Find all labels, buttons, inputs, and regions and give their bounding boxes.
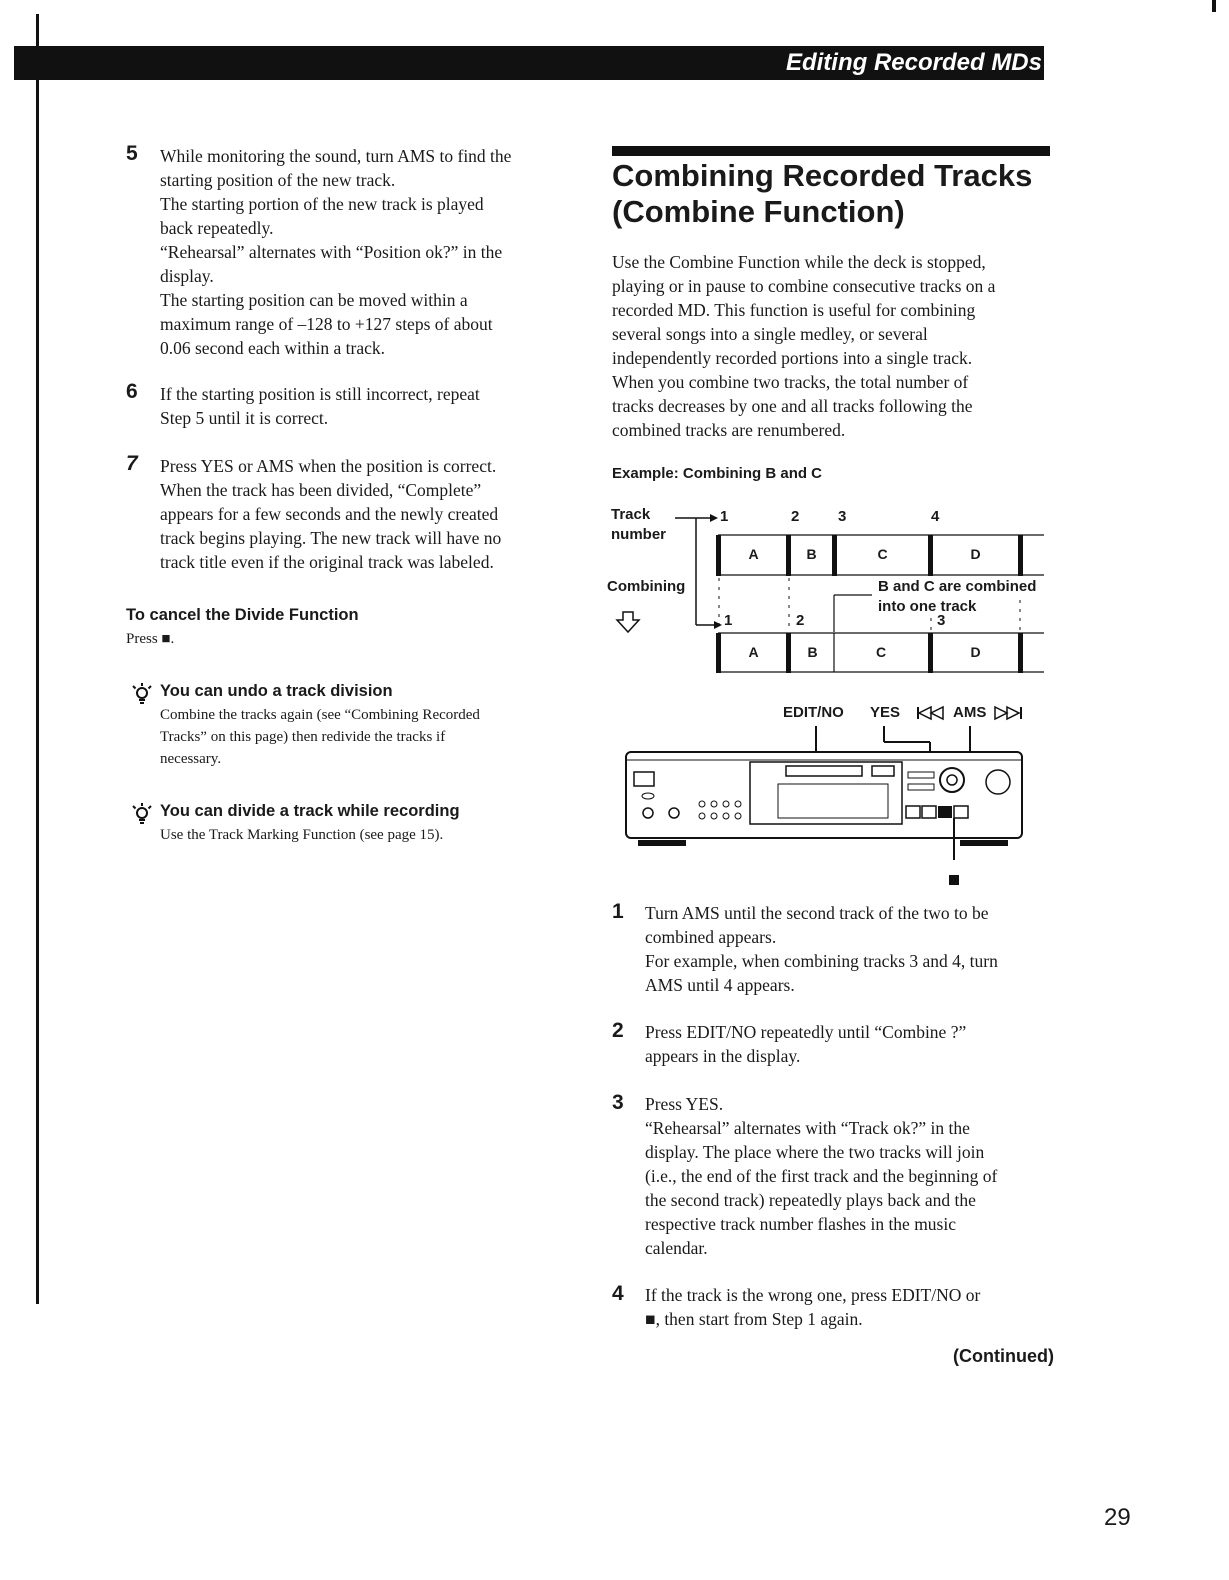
step-number: 7: [126, 452, 138, 475]
header-title: Editing Recorded MDs: [785, 49, 1042, 76]
combined-note: B and C are combined: [878, 578, 1037, 595]
tip-heading: You can divide a track while recording: [160, 802, 460, 820]
step-number: 5: [126, 142, 138, 165]
md-deck-illustration: [620, 720, 1030, 890]
tip-heading: You can undo a track division: [160, 682, 393, 700]
track-cell: B: [806, 546, 817, 562]
edit-no-label: EDIT/NO: [783, 704, 844, 721]
intro-paragraph: Use the Combine Function while the deck is stopped, playing or in pause to combine consecutive tracks on a recorded MD. This function is useful for combining several songs into a single medley, or several independently recorded portions into a single track. When you combine two tracks, the total number of tracks decreases by one and all tracks following the combined tracks are renumbered.: [612, 252, 996, 440]
step-number: 4: [612, 1282, 624, 1305]
top-right-mark: [1212, 0, 1216, 12]
step-number: 2: [612, 1019, 624, 1042]
track-number: 1: [720, 508, 729, 525]
title-rule: [612, 146, 1050, 156]
step-5-text: While monitoring the sound, turn AMS to find the starting position of the new track. The starting portion of the new track is played back repeatedly. “Rehearsal” alternates with “Position ok?” in the display. The starting position can be moved within a maximum range of –128 to +127 steps of about 0.06 second each within a track.: [160, 146, 512, 358]
step-number: 1: [612, 900, 624, 923]
track-label: Track: [611, 506, 651, 523]
track-label: number: [611, 526, 667, 543]
cancel-heading: To cancel the Divide Function: [126, 606, 359, 624]
cancel-text: Press ■.: [126, 631, 175, 647]
track-cell: A: [748, 546, 759, 562]
step-2-text: Press EDIT/NO repeatedly until “Combine ?” appears in the display.: [645, 1022, 967, 1066]
combining-label: Combining: [607, 578, 686, 595]
step-4-text: If the track is the wrong one, press EDIT/NO or ■, then start from Step 1 again.: [645, 1285, 981, 1329]
track-cell: C: [877, 546, 888, 562]
yes-label: YES: [870, 704, 901, 721]
track-cell: D: [970, 644, 981, 660]
track-cell: A: [748, 644, 759, 660]
track-cell: B: [807, 644, 818, 660]
track-number: 3: [937, 612, 946, 629]
step-1-text: Turn AMS until the second track of the two to be combined appears. For example, when combining tracks 3 and 4, turn AMS until 4 appears.: [645, 903, 998, 995]
lightbulb-icon: [128, 800, 156, 828]
lightbulb-icon: [128, 680, 156, 708]
ams-label: AMS: [953, 704, 987, 721]
track-number: 1: [724, 612, 733, 629]
step-6-text: If the starting position is still incorrect, repeat Step 5 until it is correct.: [160, 384, 480, 428]
binding-edge: [36, 14, 39, 1304]
tip-text: Combine the tracks again (see “Combining Recorded Tracks” on this page) then redivide the tracks if necessary.: [160, 707, 480, 767]
tip-text: Use the Track Marking Function (see page 15).: [160, 827, 444, 843]
combined-note: into one track: [878, 598, 977, 615]
track-number: 2: [791, 508, 800, 525]
continued-label: (Continued): [953, 1346, 1054, 1366]
track-cell: C: [875, 644, 887, 660]
step-number: 3: [612, 1091, 624, 1114]
section-title: Combining Recorded Tracks (Combine Function): [612, 158, 1033, 229]
track-cell: D: [970, 546, 981, 562]
step-7-text: Press YES or AMS when the position is correct. When the track has been divided, “Complete” appears for a few seconds and the newly created track begins playing. The new track will have no track title even if the original track was labeled.: [160, 456, 502, 572]
step-3-text: Press YES. “Rehearsal” alternates with “Track ok?” in the display. The place where the two tracks will join (i.e., the end of the first track and the beginning of the second track) repeatedly plays back and the respective track number flashes in the music calendar.: [645, 1094, 998, 1258]
track-number: 2: [796, 612, 805, 629]
step-number: 6: [126, 380, 138, 403]
track-number: 3: [838, 508, 847, 525]
track-number: 4: [931, 508, 940, 525]
example-label: Example: Combining B and C: [612, 465, 823, 482]
page-number: 29: [1104, 1504, 1131, 1531]
